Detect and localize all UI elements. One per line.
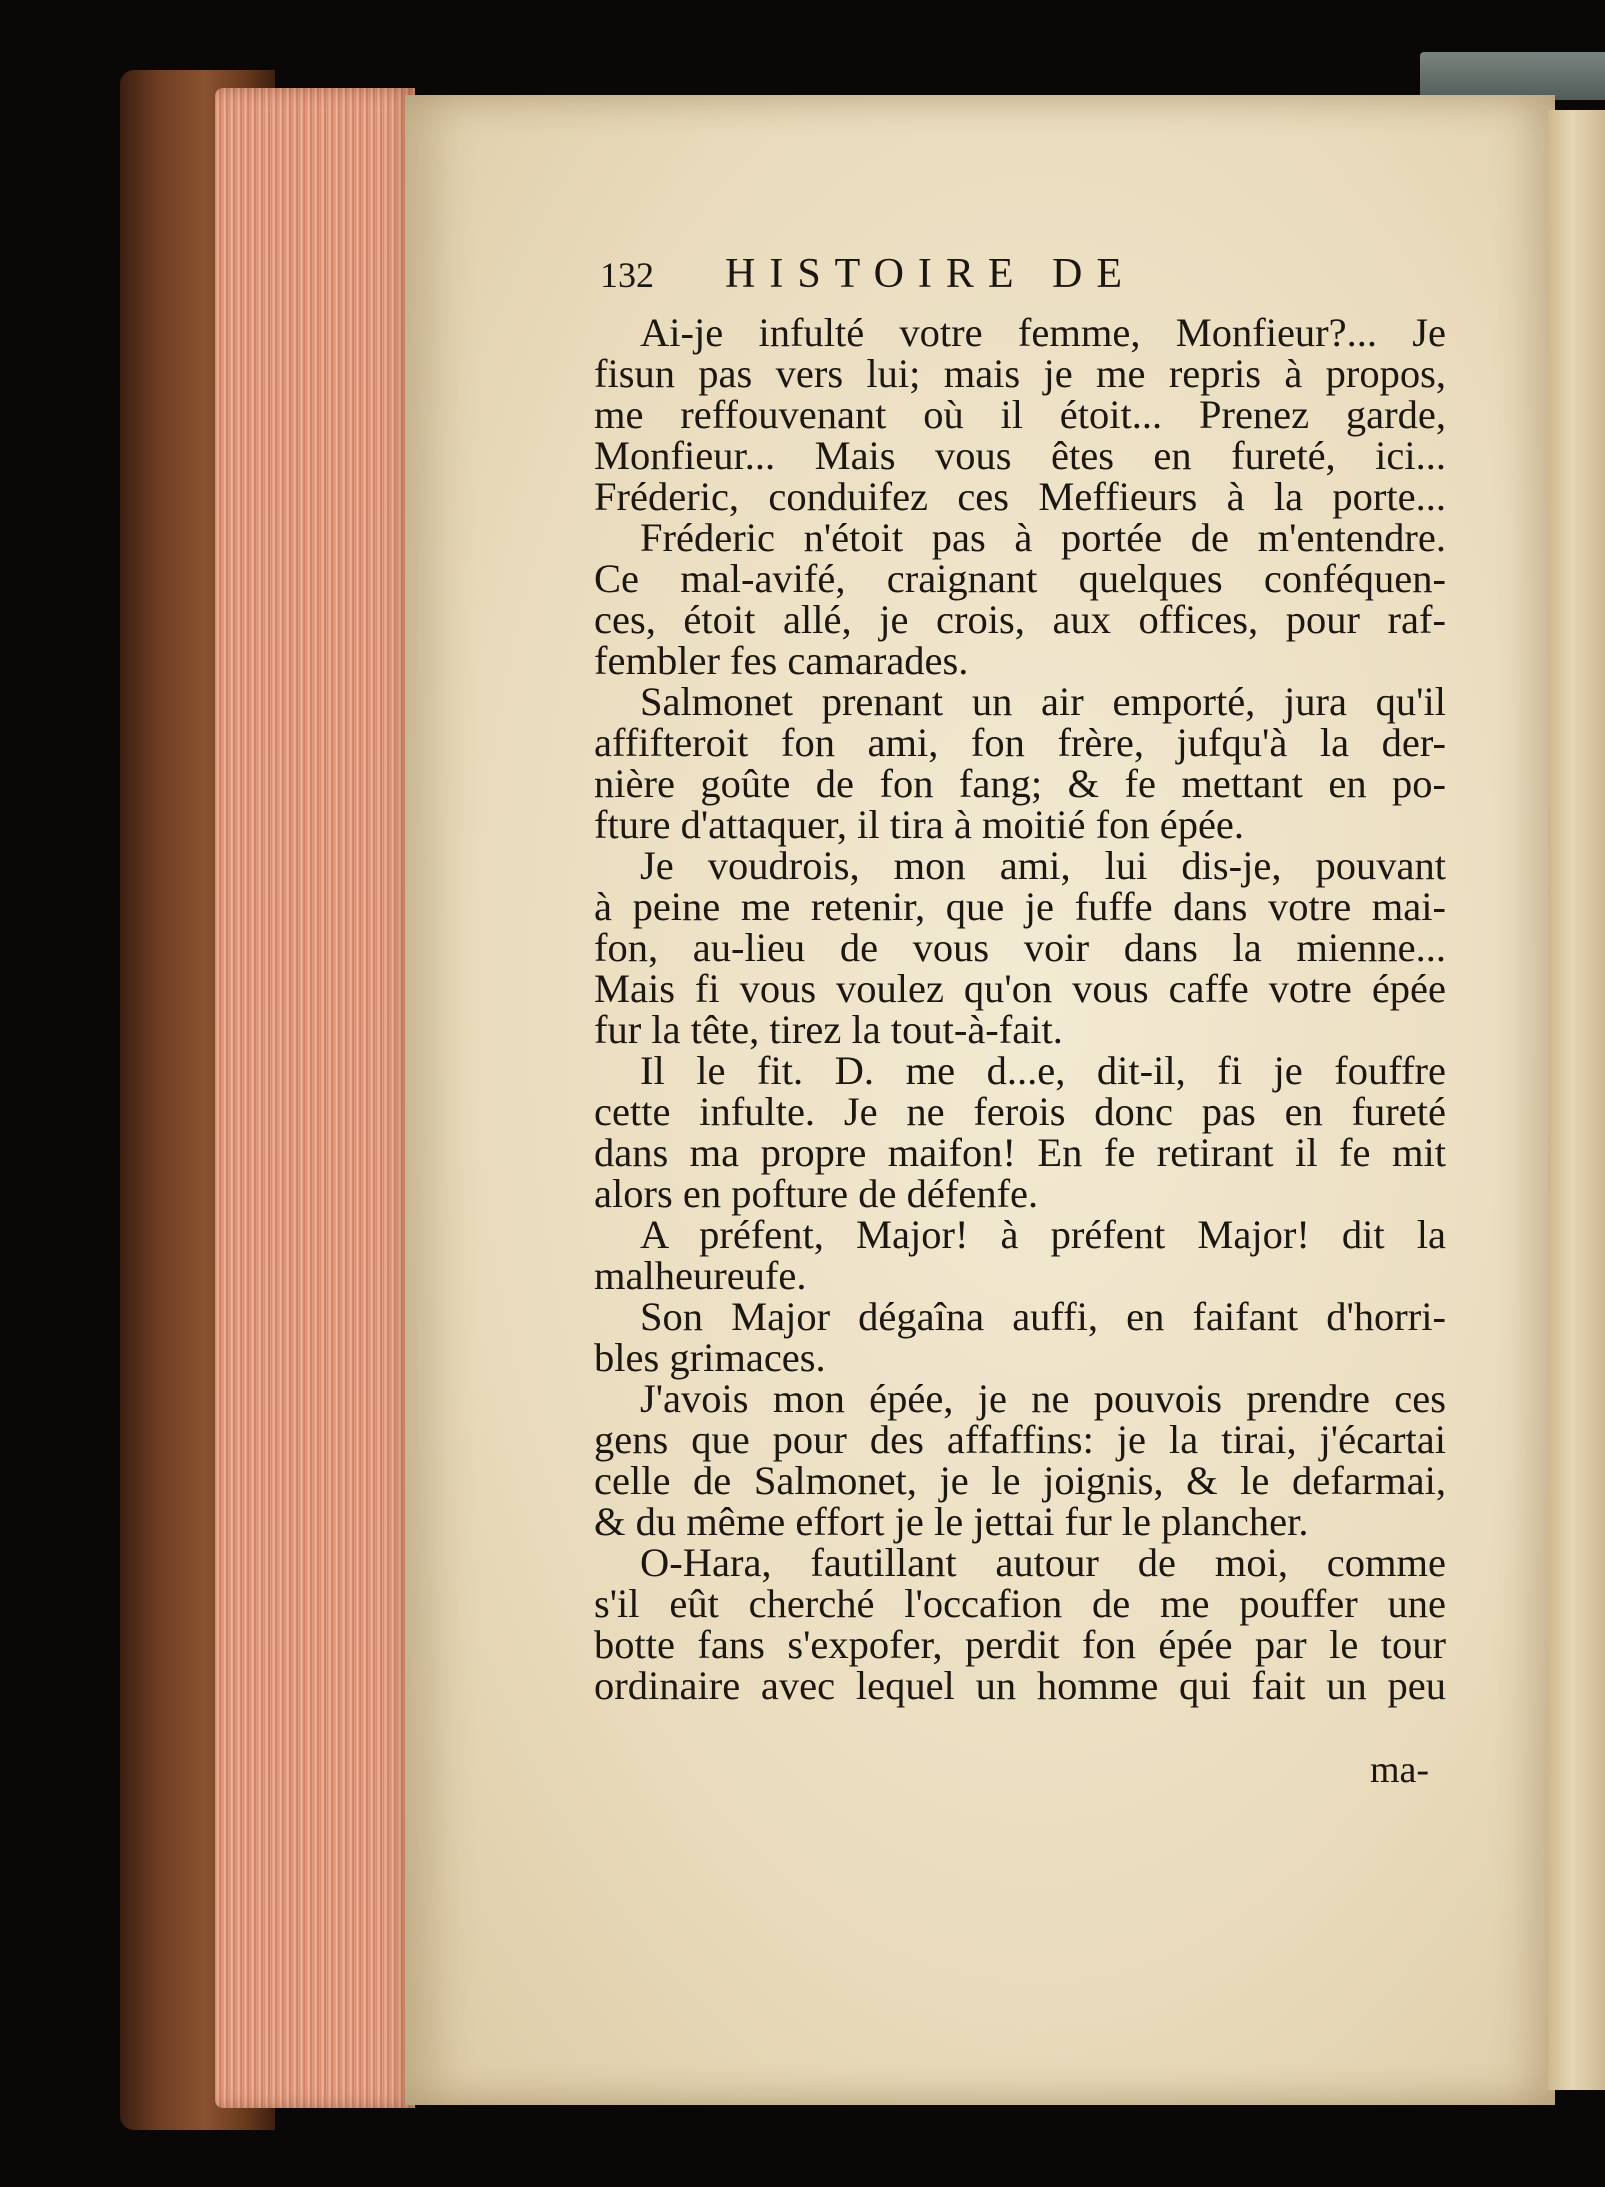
text-line: Je voudrois, mon ami, lui dis-je, pouvant (640, 843, 1446, 888)
text-line: nière goûte de fon fang; & fe mettant en po- (594, 761, 1446, 806)
text-line: cette infulte. Je ne ferois donc pas en fureté (594, 1089, 1446, 1134)
text-line: fon, au-lieu de vous voir dans la mienne... (594, 925, 1446, 970)
text-line: me reffouvenant où il étoit... Prenez garde, (594, 392, 1446, 437)
page-number: 132 (600, 255, 654, 295)
running-title: HISTOIRE DE (725, 251, 1137, 297)
text-line: bles grimaces. (594, 1335, 826, 1380)
text-line: & du même effort je le jettai fur le plancher. (594, 1499, 1309, 1544)
text-line: Salmonet prenant un air emporté, jura qu'il (640, 679, 1446, 724)
text-line: malheureufe. (594, 1253, 807, 1298)
page-edges (215, 88, 415, 2108)
text-line: affifteroit fon ami, fon frère, jufqu'à la der- (594, 720, 1446, 765)
body-text (594, 312, 1446, 1706)
ribbon-bookmark (1420, 52, 1605, 100)
text-line: celle de Salmonet, je le joignis, & le defarmai, (594, 1458, 1446, 1503)
text-line: à peine me retenir, que je fuffe dans votre mai- (594, 884, 1446, 929)
text-line: alors en pofture de défenfe. (594, 1171, 1039, 1216)
text-line: A préfent, Major! à préfent Major! dit la (640, 1212, 1446, 1257)
text-line: Fréderic, conduifez ces Meffieurs à la porte... (594, 474, 1446, 519)
text-line: fisun pas vers lui; mais je me repris à propos, (594, 351, 1446, 396)
facing-page-edge (1548, 110, 1605, 2090)
text-line: O-Hara, fautillant autour de moi, comme (640, 1540, 1446, 1585)
text-line: fture d'attaquer, il tira à moitié fon épée. (594, 802, 1245, 847)
text-line: fur la tête, tirez la tout-à-fait. (594, 1007, 1063, 1052)
text-line: Ai-je infulté votre femme, Monfieur?... Je (640, 310, 1446, 355)
catchword: ma- (1370, 1749, 1430, 1791)
text-line: gens que pour des affaffins: je la tirai, j'écartai (594, 1417, 1446, 1462)
text-line: s'il eût cherché l'occafion de me pouffer une (594, 1581, 1446, 1626)
text-line: ces, étoit allé, je crois, aux offices, pour raf- (594, 597, 1446, 642)
page-header (600, 250, 1600, 310)
text-line: Monfieur... Mais vous êtes en fureté, ici... (594, 433, 1446, 478)
text-line: Son Major dégaîna auffi, en faifant d'horri- (640, 1294, 1446, 1339)
text-line: ordinaire avec lequel un homme qui fait un peu (594, 1663, 1446, 1708)
text-line: Mais fi vous voulez qu'on vous caffe votre épée (594, 966, 1446, 1011)
text-line: Ce mal-avifé, craignant quelques conféquen- (594, 556, 1446, 601)
text-line: Fréderic n'étoit pas à portée de m'entendre. (640, 515, 1446, 560)
text-line: dans ma propre maifon! En fe retirant il fe mit (594, 1130, 1446, 1175)
text-line: Il le fit. D. me d...e, dit-il, fi je fouffre (640, 1048, 1446, 1093)
text-line: J'avois mon épée, je ne pouvois prendre ces (640, 1376, 1446, 1421)
text-line: botte fans s'expofer, perdit fon épée par le tour (594, 1622, 1446, 1667)
text-line: fembler fes camarades. (594, 638, 969, 683)
